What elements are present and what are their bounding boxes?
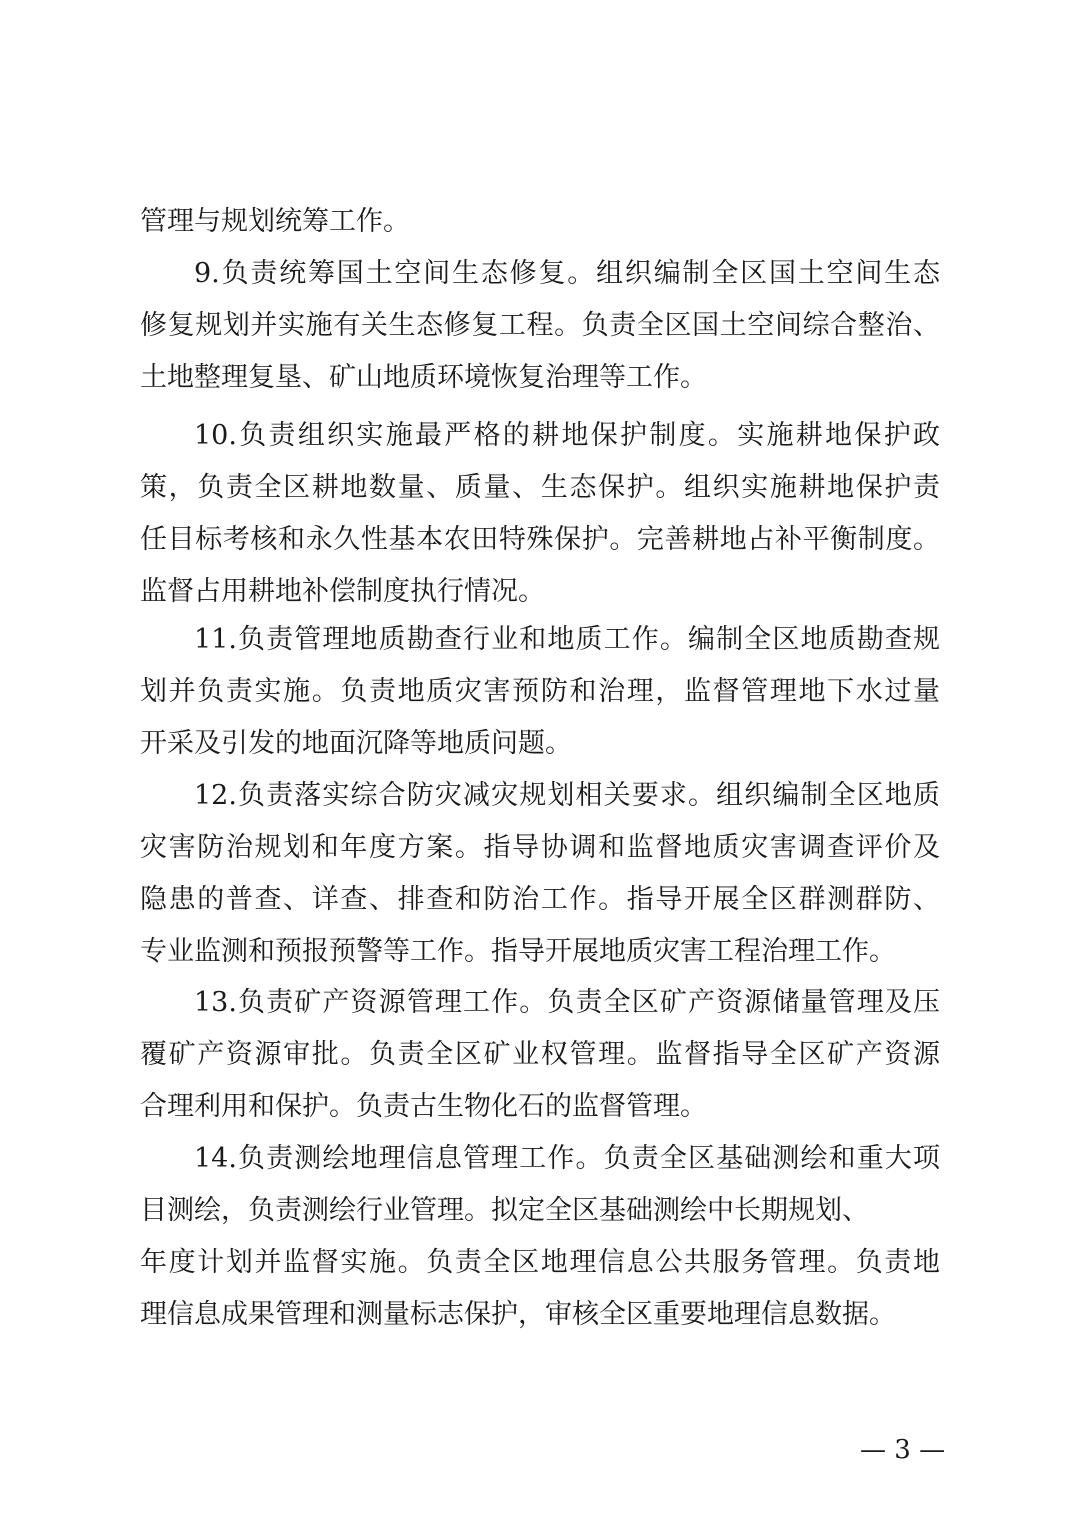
text-line-7: 任目标考核和永久性基本农田特殊保护。完善耕地占补平衡制度。 <box>140 524 940 555</box>
text-line-12: 12.负责落实综合防灾减灾规划相关要求。组织编制全区地质 <box>194 780 940 811</box>
text-line-5: 10.负责组织实施最严格的耕地保护制度。实施耕地保护政 <box>194 420 940 451</box>
text-line-4: 土地整理复垦、矿山地质环境恢复治理等工作。 <box>140 362 707 393</box>
text-line-2: 9.负责统筹国土空间生态修复。组织编制全区国土空间生态 <box>194 258 940 289</box>
text-line-20: 目测绘，负责测绘行业管理。拟定全区基础测绘中长期规划、 <box>140 1195 869 1226</box>
text-line-11: 开采及引发的地面沉降等地质问题。 <box>140 728 572 759</box>
text-line-8: 监督占用耕地补偿制度执行情况。 <box>140 576 545 607</box>
text-line-9: 11.负责管理地质勘查行业和地质工作。编制全区地质勘查规 <box>194 624 940 655</box>
text-line-10: 划并负责实施。负责地质灾害预防和治理，监督管理地下水过量 <box>140 676 940 707</box>
page-number: — 3 — <box>860 1435 946 1465</box>
text-line-6: 策，负责全区耕地数量、质量、生态保护。组织实施耕地保护责 <box>140 472 940 503</box>
text-line-1: 管理与规划统筹工作。 <box>140 206 410 237</box>
text-line-17: 覆矿产资源审批。负责全区矿业权管理。监督指导全区矿产资源 <box>140 1039 940 1070</box>
text-line-21: 年度计划并监督实施。负责全区地理信息公共服务管理。负责地 <box>140 1247 940 1278</box>
text-line-16: 13.负责矿产资源管理工作。负责全区矿产资源储量管理及压 <box>194 987 940 1018</box>
text-line-14: 隐患的普查、详查、排查和防治工作。指导开展全区群测群防、 <box>140 884 940 915</box>
text-line-15: 专业监测和预报预警等工作。指导开展地质灾害工程治理工作。 <box>140 936 896 967</box>
text-line-3: 修复规划并实施有关生态修复工程。负责全区国土空间综合整治、 <box>140 310 940 341</box>
text-line-22: 理信息成果管理和测量标志保护，审核全区重要地理信息数据。 <box>140 1299 896 1330</box>
text-line-19: 14.负责测绘地理信息管理工作。负责全区基础测绘和重大项 <box>194 1143 940 1174</box>
text-line-18: 合理利用和保护。负责古生物化石的监督管理。 <box>140 1091 707 1122</box>
text-line-13: 灾害防治规划和年度方案。指导协调和监督地质灾害调查评价及 <box>140 832 940 863</box>
